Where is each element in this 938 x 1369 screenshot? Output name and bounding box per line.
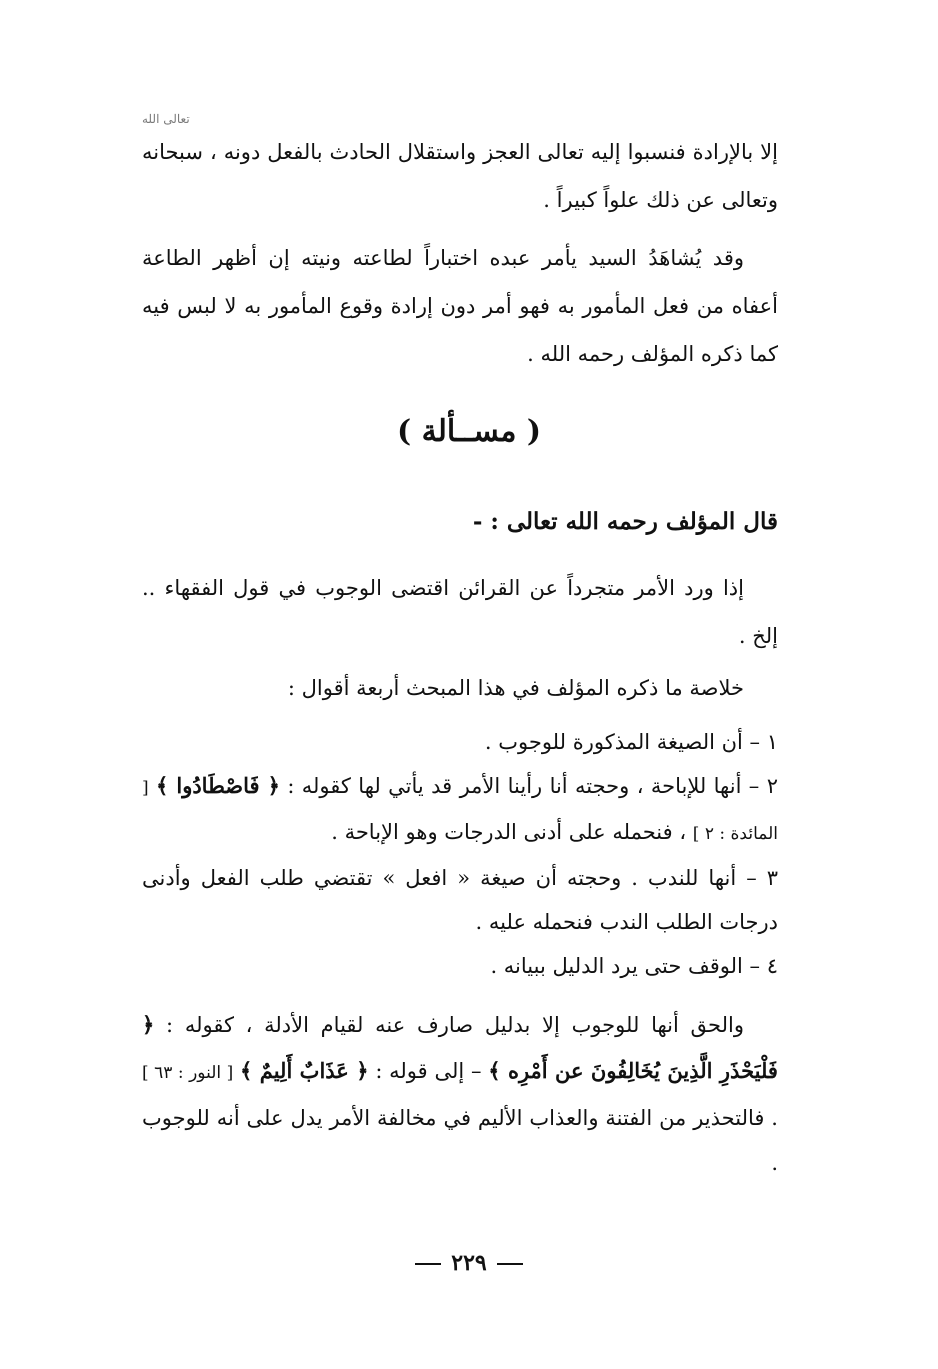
summary-text: خلاصة ما ذكره المؤلف في هذا المبحث أربعة أقوال : xyxy=(287,676,744,700)
list-item-1: ١ – أن الصيغة المذكورة للوجوب . xyxy=(484,730,778,754)
list-item-3: ٣ – أنها للندب . وحجته أن صيغة « افعل » تقتضي طلب الفعل وأدنى درجات الطلب الندب فنحمله عليه . xyxy=(142,866,778,934)
list-item-2 xyxy=(142,764,778,856)
list-item-2-text: ٢ – أنها للإباحة ، وحجته أنا رأينا الأمر قد يأتي لها كقوله : xyxy=(287,774,778,798)
conclusion-middle: – إلى قوله : xyxy=(375,1059,482,1083)
section-heading: ( مســألة ) xyxy=(396,414,542,449)
opinions-list xyxy=(142,720,778,988)
second-paragraph xyxy=(142,234,778,378)
list-item-2-rest: ، فنحمله على أدنى الدرجات وهو الإباحة . xyxy=(331,820,687,844)
conclusion-verse-2: ﴿ عَذَابٌ أَلِيمٌ ﴾ xyxy=(240,1058,369,1083)
list-item-4: ٤ – الوقف حتى يرد الدليل ببيانه . xyxy=(490,954,778,978)
opening-paragraph xyxy=(142,128,778,224)
conclusion-reference: [ النور : ٦٣ ] xyxy=(142,1063,234,1083)
summary-paragraph xyxy=(142,664,778,712)
opening-paragraph-text: إلا بالإرادة فنسبوا إليه تعالى العجز واستقلال الحادث بالفعل دونه ، سبحانه وتعالى عن ذلك علواً كبيراً . xyxy=(142,140,778,212)
second-paragraph-text: وقد يُشاهَدُ السيد يأمر عبده اختباراً لطاعته ونيته إن أظهر الطاعة أعفاه من فعل المأمور به فهو أمر دون إرادة وقوع المأمور به لا لبس فيه كما ذكره المؤلف رحمه الله . xyxy=(142,246,778,366)
conclusion-text xyxy=(142,1002,778,1186)
page-number-dash-right xyxy=(497,1263,523,1265)
page-number xyxy=(0,1250,938,1276)
list-item-2-reference: [ المائدة : ٢ ] xyxy=(142,778,778,844)
conclusion-rest: . فالتحذير من الفتنة والعذاب الأليم في مخالفة الأمر يدل على أنه للوجوب . xyxy=(142,1106,778,1175)
conclusion-line1: والحق أنها للوجوب إلا بدليل صارف عنه لقيام الأدلة ، كقوله : xyxy=(166,1013,744,1037)
page-number-dash-left xyxy=(415,1263,441,1265)
author-quote xyxy=(142,564,778,660)
list-item-2-verse: ﴿ فَاصْطَادُوا ﴾ xyxy=(156,773,280,798)
conclusion-paragraph xyxy=(142,1002,778,1186)
conclusion-verse-1: ﴿ فَلْيَحْذَرِ الَّذِينَ يُخَالِفُونَ عن أَمْرِه ﴾ xyxy=(142,1012,778,1083)
author-quote-text: إذا ورد الأمر متجرداً عن القرائن اقتضى الوجوب في قول الفقهاء .. إلخ . xyxy=(142,576,778,648)
page-number-value: ٢٢٩ xyxy=(451,1250,487,1276)
author-says-heading: قال المؤلف رحمه الله تعالى : - xyxy=(472,508,778,535)
marginal-note: تعالى الله xyxy=(142,112,190,126)
